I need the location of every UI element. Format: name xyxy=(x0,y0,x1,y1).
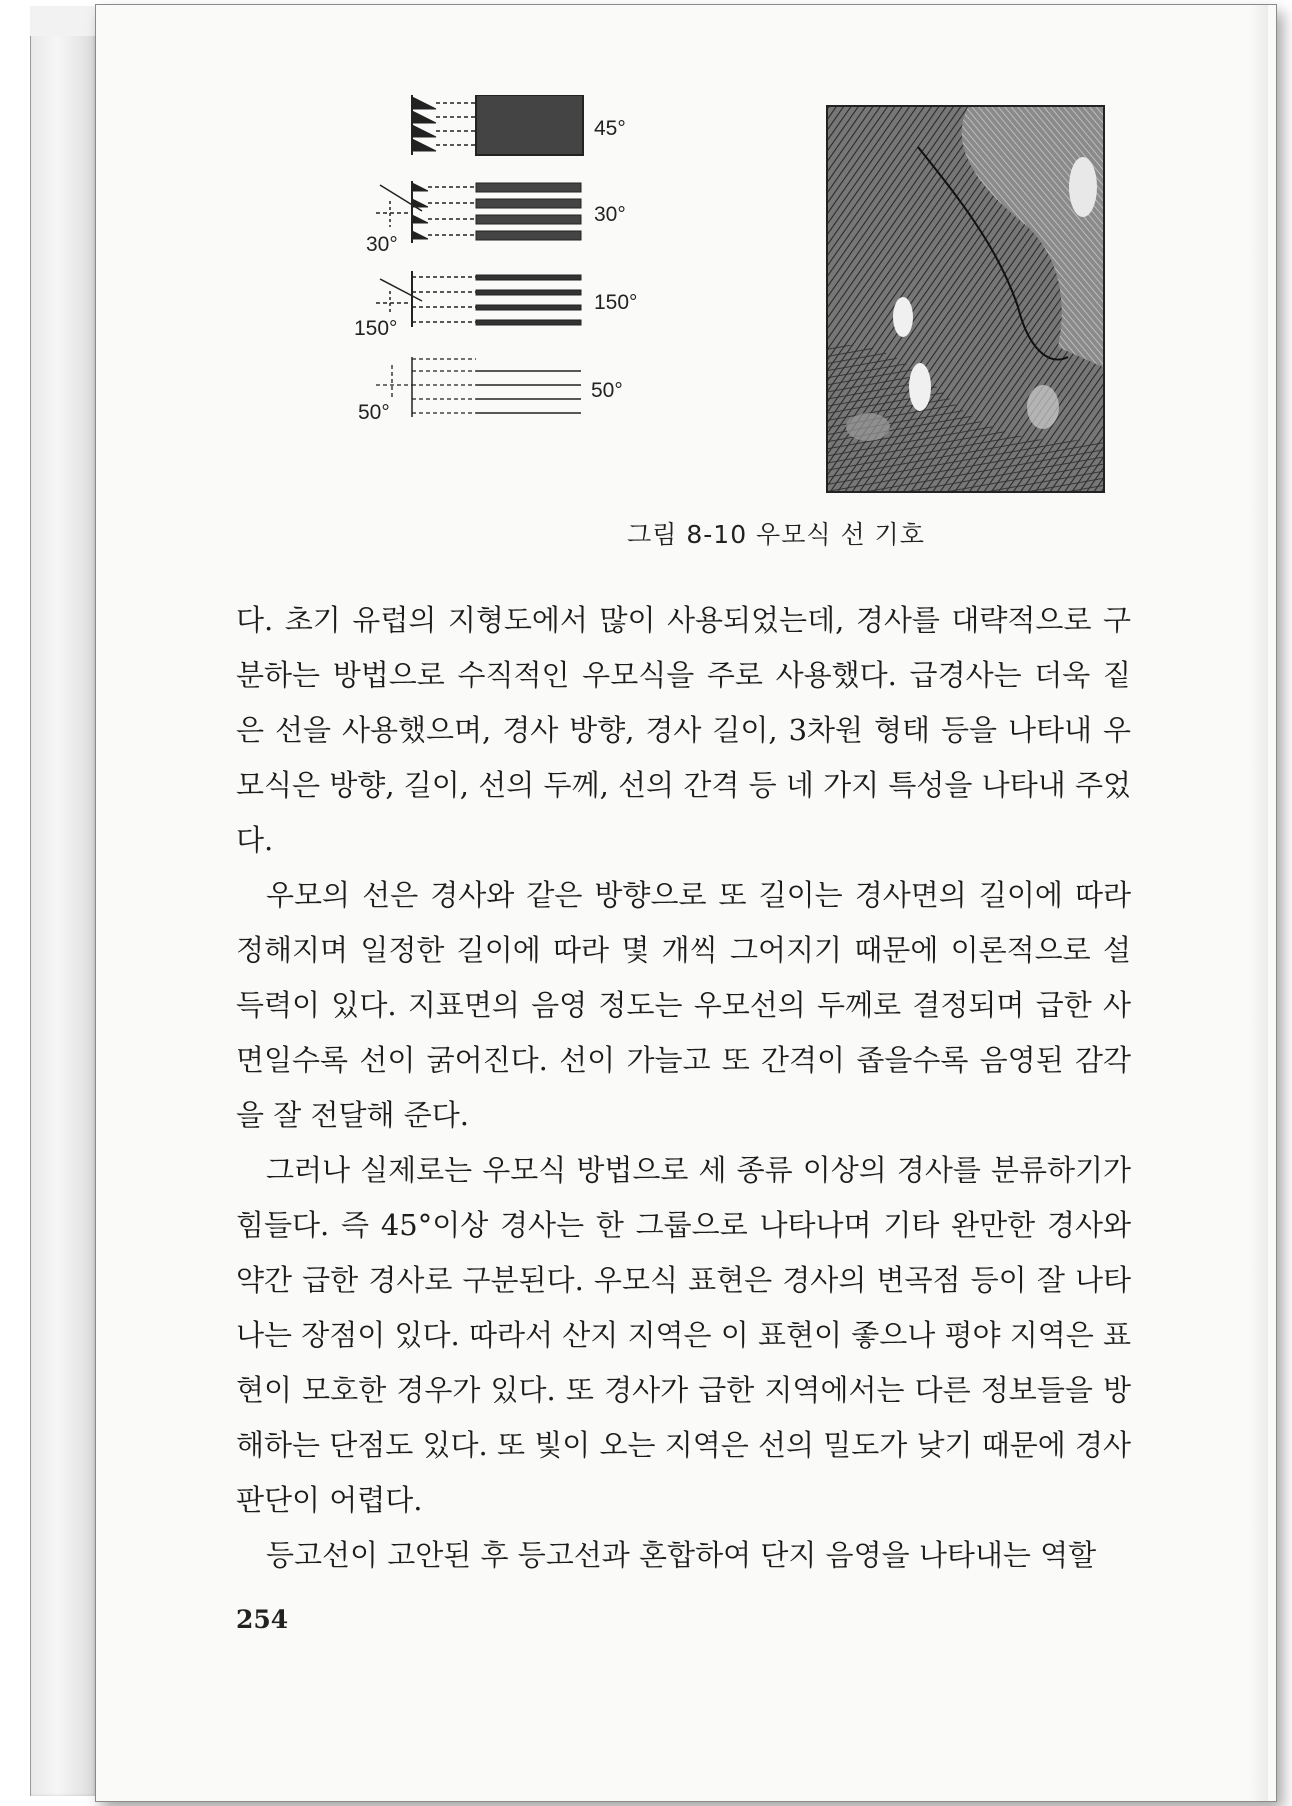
label-45-right: 45° xyxy=(594,117,626,140)
paragraph-2: 우모의 선은 경사와 같은 방향으로 또 길이는 경사면의 길이에 따라 정해지며 일정한 길이에 따라 몇 개씩 그어지기 때문에 이론적으로 설득력이 있다. 지표면의 음영 정도는 우모선의 두께로 결정되며 급한 사면일수록 선이 굵어진다. 선이 가늘고 또 간격이 좁을수록 음영된 감각을 잘 전달해 준다. xyxy=(236,878,1131,1132)
label-150-left: 150° xyxy=(354,317,398,340)
label-50-right: 50° xyxy=(591,379,623,402)
hachure-symbol-diagram xyxy=(354,95,726,495)
paragraph-4: 등고선이 고안된 후 등고선과 혼합하여 단지 음영을 나타내는 역할 xyxy=(266,1538,1097,1572)
label-30-left: 30° xyxy=(366,233,398,256)
figure-8-10 xyxy=(354,95,1166,549)
paragraph-1: 다. 초기 유럽의 지형도에서 많이 사용되었는데, 경사를 대략적으로 구분하는 방법으로 수직적인 우모식을 주로 사용했다. 급경사는 더욱 짙은 선을 사용했으며, 경사 방향, 경사 길이, 3차원 형태 등을 나타내 우모식은 방향, 길이, 선의 두께, 선의 간격 등 네 가지 특성을 나타내 주었다. xyxy=(236,603,1131,857)
symbol-group-30 xyxy=(376,181,581,243)
symbol-group-50 xyxy=(376,357,581,417)
book-spine xyxy=(30,6,97,1796)
label-50-left: 50° xyxy=(358,401,390,424)
page-number: 254 xyxy=(236,1605,289,1634)
hachure-symbols-svg xyxy=(366,95,726,495)
book-spine-top xyxy=(30,6,96,36)
label-30-right: 30° xyxy=(594,203,626,226)
paragraph-3: 그러나 실제로는 우모식 방법으로 세 종류 이상의 경사를 분류하기가 힘들다. 즉 45°이상 경사는 한 그룹으로 나타나며 기타 완만한 경사와 약간 급한 경사로 구분된다. 우모식 표현은 경사의 변곡점 등이 잘 나타나는 장점이 있다. 따라서 산지 지역은 이 표현이 좋으나 평야 지역은 표현이 모호한 경우가 있다. 또 경사가 급한 지역에서는 다른 정보들을 방해하는 단점도 있다. 또 빛이 오는 지역은 선의 밀도가 낮기 때문에 경사 판단이 어렵다. xyxy=(236,1153,1132,1517)
hachure-relief-map-image xyxy=(826,105,1105,493)
body-text xyxy=(236,593,1131,1583)
symbol-group-45 xyxy=(412,95,583,155)
relief-map-svg xyxy=(828,107,1103,491)
page-edge-shadow xyxy=(1250,5,1268,1801)
symbol-group-150 xyxy=(376,271,581,327)
book-page xyxy=(95,4,1277,1802)
figure-caption: 그림 8-10 우모식 선 기호 xyxy=(627,520,925,549)
label-150-right: 150° xyxy=(594,291,638,314)
